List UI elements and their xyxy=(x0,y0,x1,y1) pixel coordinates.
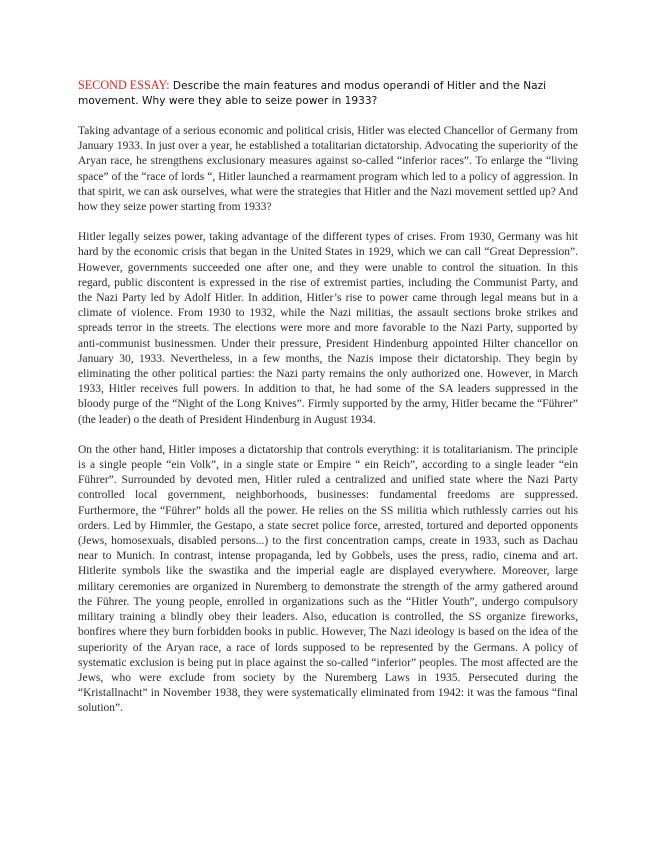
essay-question: Describe the main features and modus operandi of Hitler and the Nazi movement. Why were they able to seize power in 1933? xyxy=(78,80,547,107)
essay-heading xyxy=(78,78,578,109)
paragraph-totalitarianism: On the other hand, Hitler imposes a dictatorship that controls everything: it is totalitarianism. The principle is a single people “ein Volk”, in a single state or Empire “ ein Reich”, according to a single leader “ein Führer”. Surrounded by devoted men, Hitler ruled a centralized and unified state where the Nazi Party controlled local government, neighborhoods, businesses: fundamental freedoms are suppressed. Furthermore, the “Führer” holds all the power. He relies on the SS militia which ruthlessly carries out his orders. Led by Himmler, the Gestapo, a state secret police force, arrested, tortured and deported opponents (Jews, homosexuals, disabled persons...) to the first concentration camps, create in 1933, such as Dachau near to Munich. In contrast, intense propaganda, led by Gobbels, uses the press, radio, cinema and art. Hitlerite symbols like the swastika and the imperial eagle are displayed everywhere. Moreover, large military ceremonies are organized in Nuremberg to demonstrate the strength of the army gathered around the Führer. The young people, enrolled in organizations such as the “Hitler Youth”, undergo compulsory military training a blindly obey their leaders. Also, education is controlled, the SS organize fireworks, bonfires where they burn forbidden books in public. However, The Nazi ideology is based on the idea of the superiority of the Aryan race, a race of lords supposed to be represented by the Germans. A policy of systematic exclusion is being put in place against the so-called “inferior” peoples. The most affected are the Jews, who were exclude from society by the Nuremberg Laws in 1935. Persecuted during the “Kristallnacht” in November 1938, they were systematically eliminated from 1942: it was the famous “final solution”. xyxy=(78,443,578,715)
essay-label: SECOND ESSAY: xyxy=(78,78,170,92)
document-page xyxy=(78,78,578,732)
paragraph-seizure-of-power: Hitler legally seizes power, taking advantage of the different types of crises. From 1930, Germany was hit hard by the economic crisis that began in the United States in 1929, which we can call “Great Depression”. However, governments succeeded one after one, and they were unable to control the situation. In this regard, public discontent is expressed in the rise of extremist parties, including the Communist Party, and the Nazi Party led by Adolf Hitler. In addition, Hitler’s rise to power came through legal means but in a climate of violence. From 1930 to 1932, while the Nazi militias, the assault sections broke strikes and spreads terror in the streets. The elections were more and more favorable to the Nazi Party, supported by anti-communist businessmen. Under their pressure, President Hindenburg appointed Hilter chancellor on January 30, 1933. Nevertheless, in a few months, the Nazis impose their dictatorship. They begin by eliminating the other political parties: the Nazi party remains the only authorized one. However, in March 1933, Hitler receives full powers. In addition to that, he had some of the SA leaders suppressed in the bloody purge of the “Night of the Long Knives”. Firmly supported by the army, Hitler became the “Führer” (the leader) o the death of President Hindenburg in August 1934. xyxy=(78,231,578,426)
paragraph-introduction: Taking advantage of a serious economic and political crisis, Hitler was elected Chancellor of Germany from January 1933. In just over a year, he established a totalitarian dictatorship. Advocating the superiority of the Aryan race, he strengthens exclusionary measures against so-called “inferior races”. To enlarge the “living space” of the “race of lords “, Hitler launched a rearmament program which led to a policy of aggression. In that spirit, we can ask ourselves, what were the strategies that Hitler and the Nazi movement settled up? And how they seize power starting from 1933? xyxy=(78,125,578,214)
